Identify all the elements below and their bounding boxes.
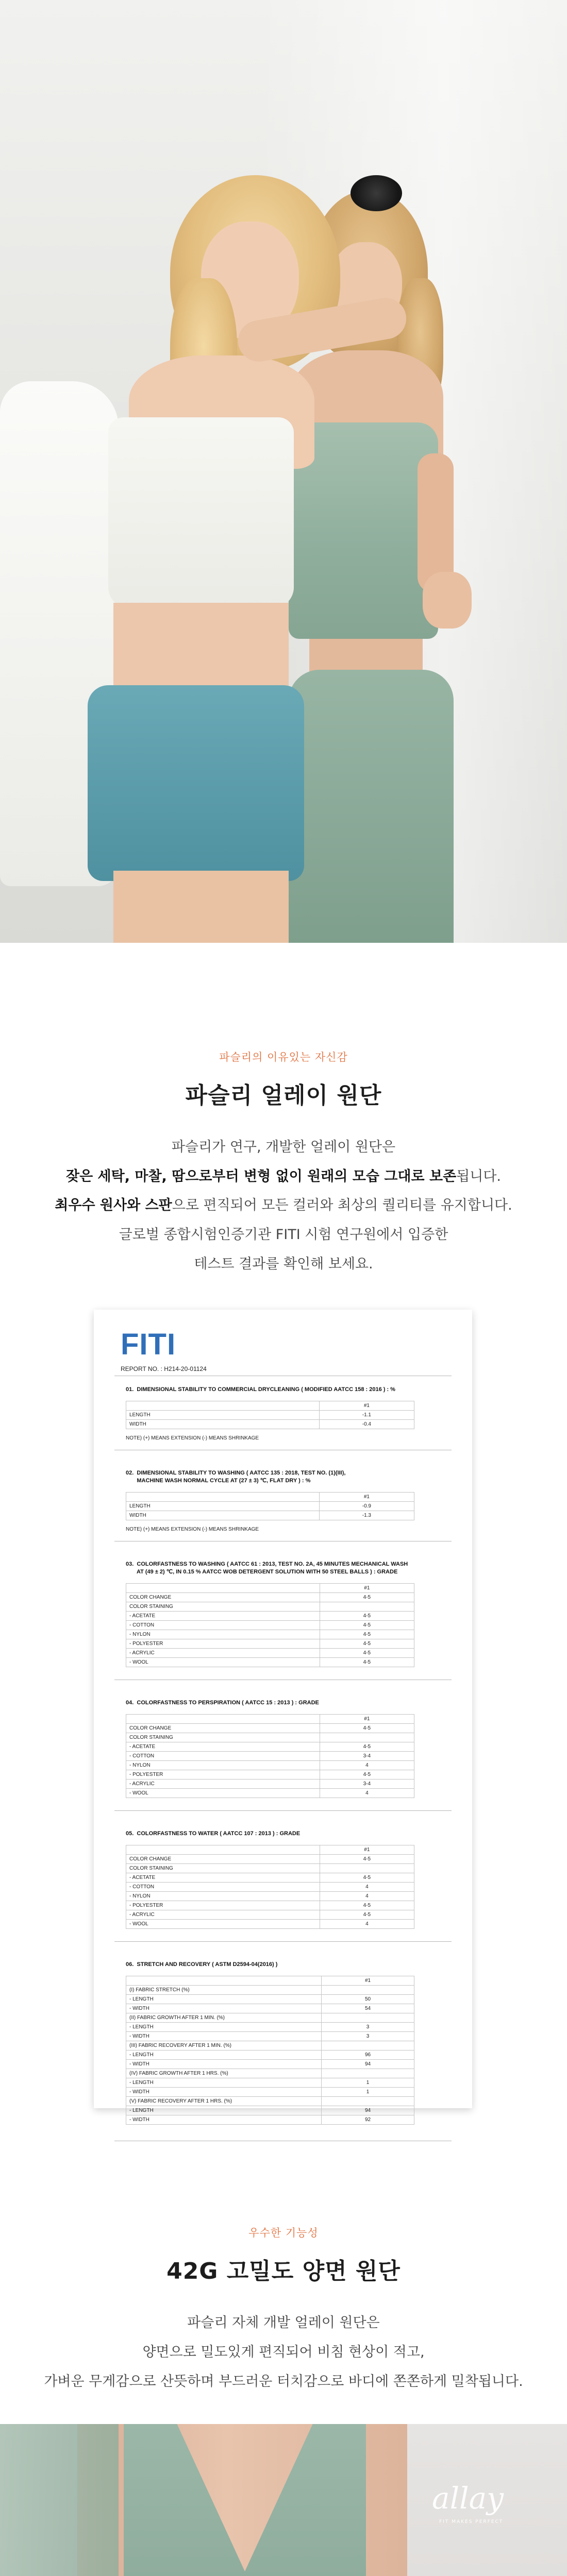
table-row (126, 1630, 414, 1639)
row-label: (I) FABRIC STRETCH (%) (126, 1986, 322, 1995)
row-value: 4-5 (320, 1901, 414, 1910)
section1-line4: 글로벌 종합시험인증기관 FITI 시험 연구원에서 입증한 (119, 1227, 448, 1243)
fiti-logo: FITI (121, 1328, 176, 1361)
table-row (126, 2023, 414, 2032)
report-divider (114, 1941, 452, 1942)
row-value: 4-5 (320, 1873, 414, 1883)
row-label: COLOR STAINING (126, 1864, 320, 1873)
table-row (126, 1658, 414, 1667)
row-label: (II) FABRIC GROWTH AFTER 1 MIN. (%) (126, 2013, 322, 2023)
row-label: - WOOL (126, 1658, 320, 1667)
row-label: - NYLON (126, 1630, 320, 1639)
row-value: 4-5 (320, 1593, 414, 1602)
row-label: - LENGTH (126, 2050, 322, 2060)
row-label: (III) FABRIC RECOVERY AFTER 1 MIN. (%) (126, 2041, 322, 2050)
row-value: 1 (322, 2088, 414, 2097)
section1-line5: 테스트 결과를 확인해 보세요. (194, 1256, 373, 1272)
row-label: - LENGTH (126, 2023, 322, 2032)
report-table (126, 1976, 414, 2125)
row-label: (IV) FABRIC GROWTH AFTER 1 HRS. (%) (126, 2069, 322, 2078)
row-value: 4-5 (320, 1612, 414, 1621)
row-label: LENGTH (126, 1411, 320, 1420)
row-value (322, 2097, 414, 2106)
section1-eyebrow: 파슬리의 이유있는 자신감 (219, 1051, 348, 1063)
table-row (126, 2078, 414, 2088)
table-row (126, 1411, 414, 1420)
row-value: 4 (320, 1892, 414, 1901)
row-label: - LENGTH (126, 2106, 322, 2115)
row-label: - COTTON (126, 1883, 320, 1892)
table-row (126, 1502, 414, 1511)
table-row (126, 2060, 414, 2069)
report-table (126, 1845, 414, 1929)
row-value: 4-5 (320, 1621, 414, 1630)
table-row (126, 2097, 414, 2106)
row-label: - WIDTH (126, 2115, 322, 2125)
row-value: -0.9 (319, 1502, 414, 1511)
table-row (126, 1733, 414, 1742)
table-row (126, 1873, 414, 1883)
table-row (126, 1780, 414, 1789)
table-row (126, 1901, 414, 1910)
row-value: 4-5 (320, 1639, 414, 1649)
report-table (126, 1714, 414, 1798)
report-number: REPORT NO. : H214-20-01124 (121, 1365, 207, 1372)
row-label: - LENGTH (126, 1995, 322, 2004)
table-row (126, 1420, 414, 1429)
row-label: - POLYESTER (126, 1639, 320, 1649)
row-label: LENGTH (126, 1502, 320, 1511)
table-row (126, 2088, 414, 2097)
table-row (126, 2115, 414, 2125)
row-value (322, 2041, 414, 2050)
sage-leggings (289, 670, 454, 943)
report-note: NOTE) (+) MEANS EXTENSION (-) MEANS SHRINKAGE (126, 1527, 259, 1532)
report-note: NOTE) (+) MEANS EXTENSION (-) MEANS SHRINKAGE (126, 1435, 259, 1441)
row-value: -1.3 (319, 1511, 414, 1520)
table-row (126, 2004, 414, 2013)
section2-line3: 가벼운 무게감으로 산뜻하며 부드러운 터치감으로 바디에 쫀쫀하게 밀착됩니다. (44, 2374, 523, 2389)
table-row (126, 1920, 414, 1929)
report-table (126, 1401, 414, 1429)
table-row (126, 1593, 414, 1602)
row-value: 4 (320, 1920, 414, 1929)
row-label: - NYLON (126, 1892, 320, 1901)
row-label: - LENGTH (126, 2078, 322, 2088)
row-value (320, 1864, 414, 1873)
report-table (126, 1492, 414, 1520)
row-value: 4-5 (320, 1724, 414, 1733)
row-value (322, 2069, 414, 2078)
report-column-header: #1 (319, 1493, 414, 1502)
row-value: 92 (322, 2115, 414, 2125)
row-label: - WOOL (126, 1789, 320, 1798)
table-row (126, 2032, 414, 2041)
report-divider (114, 1810, 452, 1811)
row-value: 4 (320, 1761, 414, 1770)
report-table (126, 1583, 414, 1667)
row-value: 54 (322, 2004, 414, 2013)
table-row (126, 2041, 414, 2050)
table-row (126, 2069, 414, 2078)
row-label: WIDTH (126, 1420, 320, 1429)
table-row (126, 1742, 414, 1752)
section2-heading: 42G 고밀도 양면 원단 (166, 2258, 401, 2284)
report-section-title: 01. DIMENSIONAL STABILITY TO COMMERCIAL DRYCLEANING ( MODIFIED AATCC 158 : 2016 ) : % (126, 1386, 395, 1393)
report-column-header: #1 (319, 1401, 414, 1411)
section1-heading: 파슬리 얼레이 원단 (185, 1082, 382, 1109)
row-value: 4-5 (320, 1770, 414, 1780)
table-row (126, 1511, 414, 1520)
row-value: 94 (322, 2060, 414, 2069)
row-label: COLOR CHANGE (126, 1855, 320, 1864)
row-label: - WIDTH (126, 2060, 322, 2069)
section1-line1: 파슬리가 연구, 개발한 얼레이 원단은 (171, 1139, 396, 1155)
row-label: - POLYESTER (126, 1770, 320, 1780)
row-label: - ACETATE (126, 1873, 320, 1883)
row-value: 4-5 (320, 1855, 414, 1864)
row-value: 4-5 (320, 1658, 414, 1667)
report-column-header: #1 (322, 1976, 414, 1986)
table-row (126, 1789, 414, 1798)
section2-eyebrow: 우수한 기능성 (248, 2227, 319, 2239)
table-row (126, 1639, 414, 1649)
row-label: - WIDTH (126, 2004, 322, 2013)
row-label: - ACRYLIC (126, 1649, 320, 1658)
row-value: 3 (322, 2023, 414, 2032)
hero-photo (0, 0, 567, 943)
row-label: COLOR STAINING (126, 1602, 320, 1612)
row-value: 4-5 (320, 1910, 414, 1920)
row-label: - NYLON (126, 1761, 320, 1770)
white-sports-bra (108, 417, 294, 608)
row-value: 94 (322, 2106, 414, 2115)
row-label: - WOOL (126, 1920, 320, 1929)
row-value: -0.4 (319, 1420, 414, 1429)
row-value: 3-4 (320, 1780, 414, 1789)
report-column-header: #1 (320, 1584, 414, 1593)
table-row (126, 1883, 414, 1892)
row-label: - COTTON (126, 1621, 320, 1630)
table-row (126, 1621, 414, 1630)
row-label: (V) FABRIC RECOVERY AFTER 1 HRS. (%) (126, 2097, 322, 2106)
table-row (126, 1995, 414, 2004)
row-value: 1 (322, 2078, 414, 2088)
table-row (126, 2050, 414, 2060)
section1-line2: 잦은 세탁, 마찰, 땀으로부터 변형 없이 원래의 모습 그대로 보존됩니다. (65, 1168, 501, 1184)
row-value: -1.1 (319, 1411, 414, 1420)
row-label: COLOR STAINING (126, 1733, 320, 1742)
report-column-header: #1 (320, 1715, 414, 1724)
report-section-title: 03. COLORFASTNESS TO WASHING ( AATCC 61 : 2013, TEST NO. 2A, 45 MINUTES MECHANICAL WASH AT (49 ± 2) ℃, IN 0.15 % AATCC WOB DETERGENT SOLUTION WITH 50 STEEL BALLS ) : GRADE (126, 1561, 408, 1575)
table-row (126, 1752, 414, 1761)
allay-script-logo: allay (432, 2481, 504, 2516)
report-section-title: 02. DIMENSIONAL STABILITY TO WASHING ( AATCC 135 : 2018, TEST NO. (1)(III), MACHINE WASH NORMAL CYCLE AT (27 ± 3) ℃, FLAT DRY ) : % (126, 1470, 346, 1484)
table-row (126, 1724, 414, 1733)
section1-line3: 최우수 원사와 스판으로 편직되어 모든 컬러와 최상의 퀄리티를 유지합니다. (55, 1197, 512, 1213)
row-label: COLOR CHANGE (126, 1593, 320, 1602)
report-column-header: #1 (320, 1845, 414, 1855)
row-label: WIDTH (126, 1511, 320, 1520)
row-value: 4-5 (320, 1742, 414, 1752)
row-label: - POLYESTER (126, 1901, 320, 1910)
table-row (126, 2013, 414, 2023)
table-row (126, 2106, 414, 2115)
row-value: 3-4 (320, 1752, 414, 1761)
row-value (322, 2013, 414, 2023)
section2-line1: 파슬리 자체 개발 얼레이 원단은 (187, 2315, 380, 2331)
row-label: - COTTON (126, 1752, 320, 1761)
row-label: - WIDTH (126, 2088, 322, 2097)
row-label: - ACETATE (126, 1612, 320, 1621)
row-label: - ACETATE (126, 1742, 320, 1752)
model-right-hand (423, 572, 472, 629)
row-value: 4 (320, 1883, 414, 1892)
row-value: 4-5 (320, 1630, 414, 1639)
row-value: 50 (322, 1995, 414, 2004)
table-row (126, 1910, 414, 1920)
row-value (320, 1602, 414, 1612)
row-label: - WIDTH (126, 2032, 322, 2041)
row-label: COLOR CHANGE (126, 1724, 320, 1733)
row-value (320, 1733, 414, 1742)
report-section-title: 04. COLORFASTNESS TO PERSPIRATION ( AATCC 15 : 2013 ) : GRADE (126, 1700, 319, 1706)
section2-line2: 양면으로 밀도있게 편직되어 비침 현상이 적고, (142, 2344, 425, 2360)
row-value: 4-5 (320, 1649, 414, 1658)
table-row (126, 1892, 414, 1901)
row-value: 4 (320, 1789, 414, 1798)
row-label: - ACRYLIC (126, 1780, 320, 1789)
row-value (322, 1986, 414, 1995)
table-row (126, 1612, 414, 1621)
allay-tagline: FIT MAKES PERFECT (439, 2519, 504, 2524)
row-value: 3 (322, 2032, 414, 2041)
row-value: 96 (322, 2050, 414, 2060)
report-section-title: 06. STRETCH AND RECOVERY ( ASTM D2594-04(2016) ) (126, 1961, 278, 1968)
table-row (126, 1864, 414, 1873)
table-row (126, 1602, 414, 1612)
report-section-title: 05. COLORFASTNESS TO WATER ( AATCC 107 : 2013 ) : GRADE (126, 1831, 301, 1837)
table-row (126, 1649, 414, 1658)
row-label: - ACRYLIC (126, 1910, 320, 1920)
fiti-test-report (94, 1310, 472, 2123)
teal-shorts (88, 685, 304, 881)
table-row (126, 1855, 414, 1864)
table-row (126, 1761, 414, 1770)
table-row (126, 1986, 414, 1995)
scrunchie (351, 175, 402, 211)
table-row (126, 1770, 414, 1780)
